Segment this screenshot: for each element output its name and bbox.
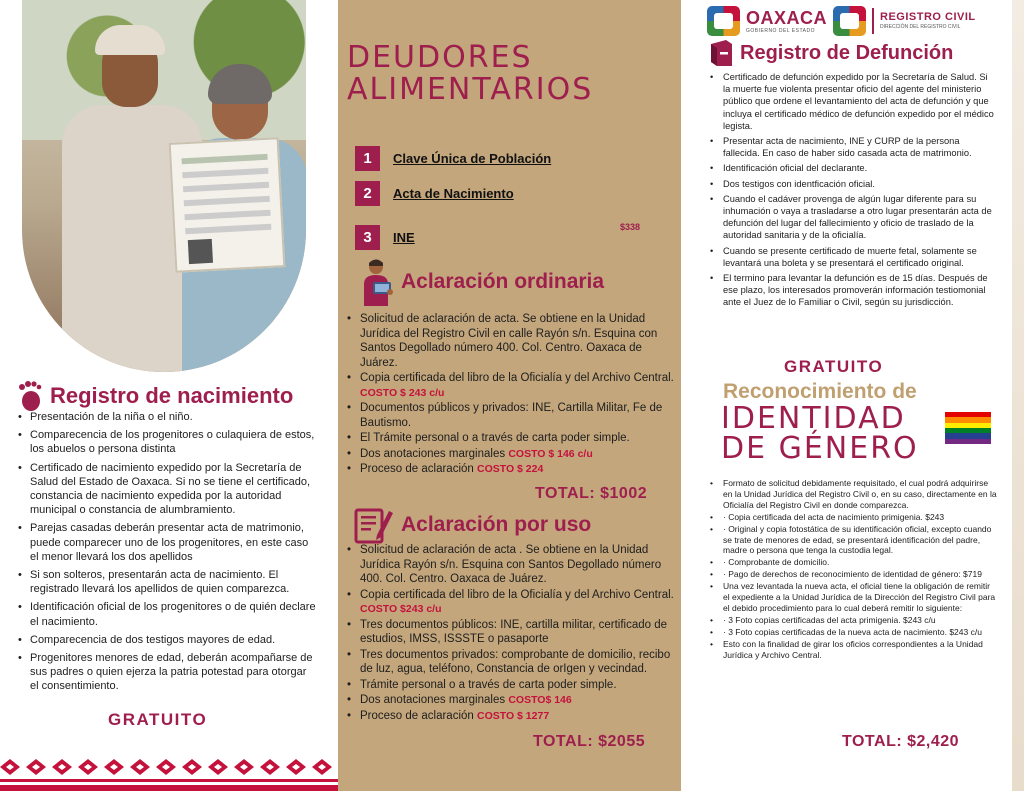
list-item: • · 3 Foto copias certificadas de la nueva acta de nacimiento. $243 c/u (707, 627, 997, 638)
defuncion-requirements-list (707, 71, 997, 312)
list-item: • Proceso de aclaración COSTO $ 1277 (344, 709, 679, 724)
aclaracion-ordinaria-heading: Aclaración ordinaria (401, 270, 605, 293)
aclaracion-ordinaria-heading-row (359, 258, 604, 306)
registro-civil-logo-subtext: DIRECCIÓN DEL REGISTRO CIVIL (880, 24, 961, 30)
decorative-pattern-border (0, 757, 338, 791)
list-item: • El Trámite personal o a través de carta poder simple. (344, 431, 679, 446)
cost-label: COSTO $243 c/u (360, 603, 442, 615)
book-icon (706, 38, 736, 68)
list-item: • Copia certificada del libro de la Oficialía y del Archivo Central. COSTO $243 c/u (344, 588, 679, 617)
identidad-genero-total: TOTAL: $2,420 (842, 733, 960, 750)
list-item: • Identificación oficial de los progenitores o de quién declare el nacimiento. (16, 600, 316, 628)
list-item: • · Comprobante de domicilio. (707, 557, 997, 568)
list-item: • Progenitores menores de edad, deberán acompañarse de sus padres o quien ejerza la patria potestad para otorgar el consentimiento. (16, 651, 316, 694)
list-item: • Tres documentos públicos: INE, cartilla militar, certificado de estudios, IMSS, ISSSTE o pasaporte (344, 618, 679, 647)
panel-nacimiento (0, 0, 338, 791)
list-item: • Esto con la finalidad de girar los oficios correspondientes a la Unidad Jurídica y Archivo Central. (707, 639, 997, 661)
requisito-label: Clave Única de Población (393, 151, 552, 166)
nacimiento-gratuito: GRATUITO (108, 710, 208, 729)
requisito-label: INE (393, 230, 415, 245)
registro-civil-logo-icon (833, 6, 866, 36)
list-item: • · Original y copia fotostática de su identificación oficial, excepto cuando se trate de menores de edad, se presentará identificación del padre, madre o persona que tenga la custodia legal. (707, 524, 997, 557)
list-item: • Comparecencia de los progenitores o culaquiera de estos, los abuelos o persona distinta (16, 428, 316, 456)
aclaracion-uso-heading-row (353, 505, 591, 545)
aclaracion-ordinaria-total: TOTAL: $1002 (535, 485, 648, 502)
rainbow-flag-icon (945, 412, 991, 444)
registro-civil-logo (833, 6, 976, 36)
list-item: • Identificación oficial del declarante. (707, 162, 997, 174)
list-item: • Tres documentos privados: comprobante de domicilio, recibo de luz, agua, teléfono, Constancia de orIgen y vecindad. (344, 648, 679, 677)
list-item: • Parejas casadas deberán presentar acta de matrimonio, puede comparecer uno de los progenitores, en este caso el menor llevará los dos apellidos (16, 521, 316, 564)
identidad-title-line1: IDENTIDAD (721, 401, 906, 436)
list-item: • Una vez levantada la nueva acta, el oficial tiene la obligación de remitir el expediente a la Unidad Jurídica de la Dirección del Registro Civil para el debido procedimiento para lo cual deberá remitir lo siguiente: (707, 581, 997, 614)
defuncion-heading-row (706, 38, 953, 68)
list-item: • Comparecencia de dos testigos mayores de edad. (16, 633, 316, 647)
photo-birth-certificate (169, 137, 286, 273)
defuncion-gratuito: GRATUITO (784, 357, 884, 376)
cost-label: COSTO $ 146 c/u (508, 447, 593, 460)
oaxaca-logo-text: OAXACA (746, 7, 828, 28)
registro-civil-logo-text: REGISTRO CIVIL (880, 11, 976, 23)
aclaracion-ordinaria-list (344, 312, 679, 478)
requisito-number: 2 (355, 181, 380, 206)
list-item: • Presentar acta de nacimiento, INE y CURP de la persona fallecida. En caso de haber sido casada acta de matrimonio. (707, 135, 997, 159)
list-item: • · Pago de derechos de reconocimiento de identidad de género: $719 (707, 569, 997, 580)
list-item: • · 3 Foto copias certificadas del acta primigenia. $243 c/u (707, 615, 997, 626)
deudores-title-line1: DEUDORES (347, 40, 533, 75)
deudores-title-line2: ALIMENTARIOS (347, 72, 594, 107)
requisito-row (355, 225, 415, 250)
list-item: • Formato de solicitud debidamente requisitado, el cual podrá adquirirse en la Unidad Jurídica del Registro Civil o, en su caso, directamente en la Oficialía del Registro Civil en donde comparezca. (707, 478, 997, 511)
cost-label: COSTO $ 224 (476, 463, 544, 475)
nacimiento-requirements-list (16, 410, 316, 698)
requisito-row (355, 146, 551, 171)
cost-label: COSTO$ 146 (508, 694, 572, 706)
oaxaca-logo-icon (707, 6, 740, 36)
requisito-row (355, 181, 514, 206)
list-item: • Certificado de defunción expedido por la Secretaría de Salud. Si la muerte fue violenta presentar oficio del agente del ministerio público que ordene el levantamiento del acta de defunción y que incluya el certificado médico de defunción expedido por el médico legista. (707, 71, 997, 132)
aclaracion-uso-total: TOTAL: $2055 (533, 733, 646, 750)
form-with-pencil-icon (353, 505, 393, 545)
requisito-number: 3 (355, 225, 380, 250)
identidad-title-line2: DE GÉNERO (721, 431, 919, 466)
nacimiento-heading-row (16, 380, 293, 412)
list-item: • Dos anotaciones marginales COSTO$ 146 (344, 693, 679, 708)
reconocimiento-heading: Reconocimiento de (723, 380, 917, 403)
list-item: • Dos anotaciones marginales COSTO $ 146 c/u (344, 447, 679, 462)
list-item: • Si son solteros, presentarán acta de nacimiento. El registrado llevará los apellidos de quien comparezca. (16, 568, 316, 596)
person-with-tablet-icon (359, 258, 397, 306)
list-item: • El termino para levantar la defunción es de 15 días. Después de ese plazo, los interesados promoverán información testiomonial ante el Juez de lo Familiar o Civil, según su jurisdicción. (707, 272, 997, 309)
cost-label: COSTO $ 243 c/u (360, 386, 445, 399)
nacimiento-heading: Registro de nacimiento (50, 383, 294, 408)
footprint-icon (16, 380, 46, 412)
list-item: • Presentación de la niña o el niño. (16, 410, 316, 424)
list-item: • Copia certificada del libro de la Oficialía y del Archivo Central. COSTO $ 243 c/u (344, 371, 679, 400)
requisito-label: Acta de Nacimiento (393, 186, 514, 201)
defuncion-heading: Registro de Defunción (740, 41, 954, 64)
ine-price: $338 (620, 222, 641, 232)
list-item: • Documentos públicos y privados: INE, Cartilla Militar, Fe de Bautismo. (344, 401, 679, 430)
oaxaca-logo (746, 9, 827, 34)
header-logos (707, 6, 1007, 36)
list-item: • Proceso de aclaración COSTO $ 224 (344, 462, 679, 477)
requisito-number: 1 (355, 146, 380, 171)
aclaracion-uso-list (344, 543, 679, 724)
deudores-title (347, 42, 593, 106)
aclaracion-uso-heading: Aclaración por uso (401, 513, 592, 536)
list-item: • Cuando el cadáver provenga de algún lugar diferente para su inhumación o vaya a trasladarse a otro lugar presentarán acta de defunción del lugar del fallecimiento y oficio de traslado de la autoridad sanitaria y de la oficialía. (707, 193, 997, 242)
photo-couple-with-certificate (22, 0, 306, 372)
list-item: • Solicitud de aclaración de acta. Se obtiene en la Unidad Jurídica del Registro Civil en calle Rayón s/n. Esquina con Santos Degollado número 400. Col. Centro. Oaxaca de Juárez. (344, 312, 679, 370)
list-item: • Trámite personal o a través de carta poder simple. (344, 678, 679, 693)
cost-label: COSTO $ 1277 (476, 709, 550, 722)
list-item: • Dos testigos con identficación oficial. (707, 178, 997, 190)
identidad-genero-title (721, 401, 919, 466)
list-item: • · Copia certificada del acta de nacimiento primigenia. $243 (707, 512, 997, 523)
list-item: • Solicitud de aclaración de acta . Se obtiene en la Unidad Jurídica Rayón s/n. Esquina con Santos Degollado número 400. Col. Centro. Oaxaca de Juárez. (344, 543, 679, 587)
list-item: • Cuando se presente certificado de muerte fetal, solamente se levantará una boleta y se presentará el certificado original. (707, 245, 997, 269)
oaxaca-logo-subtext: GOBIERNO DEL ESTADO (746, 27, 815, 34)
list-item: • Certificado de nacimiento expedido por la Secretaría de Salud del Estado de Oaxaca. Si no se tiene el certificado, constancia de nacimiento expedida por la autoridad municipal o constancia de alumbramiento. (16, 461, 316, 518)
rainbow-stripe (945, 439, 991, 444)
identidad-genero-list (707, 478, 997, 662)
decorative-side-strip (1012, 0, 1024, 791)
